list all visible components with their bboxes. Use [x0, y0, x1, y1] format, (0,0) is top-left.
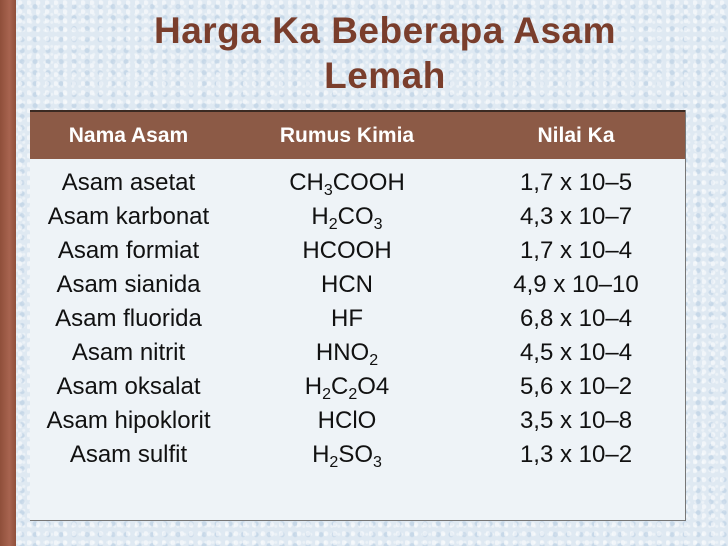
acid-ka: 4,3 x 10–7: [519, 203, 633, 230]
acid-name: Asam sulfit: [69, 441, 188, 468]
acid-ka: 5,6 x 10–2: [519, 373, 633, 400]
acid-name: Asam formiat: [57, 237, 200, 264]
acid-name: Asam karbonat: [47, 203, 210, 230]
acid-formula: $H_2CO_3$: [311, 203, 383, 233]
header-formula: Rumus Kimia: [279, 123, 415, 147]
title-line-2: Lemah: [324, 55, 446, 96]
acid-formula: HCN: [321, 271, 373, 298]
table-row: [30, 234, 685, 268]
acid-ka: 6,8 x 10–4: [519, 305, 633, 332]
acid-name: Asam asetat: [61, 169, 196, 196]
acid-formula: $H_2SO_3$: [312, 441, 382, 471]
acid-ka: 4,9 x 10–10: [513, 271, 639, 298]
header-ka: Nilai Ka: [537, 123, 615, 147]
header-name: Nama Asam: [68, 123, 189, 147]
acid-ka: 1,7 x 10–5: [519, 169, 633, 196]
acid-formula: $CH_3COOH$: [289, 169, 405, 199]
table-row: [30, 438, 685, 472]
acid-formula: HF: [331, 305, 363, 332]
table-body: [30, 166, 685, 472]
acid-formula: $HNO_2$: [315, 339, 379, 369]
acid-ka: 4,5 x 10–4: [519, 339, 633, 366]
table-row: [30, 302, 685, 336]
table-row: [30, 268, 685, 302]
acid-formula: HClO: [317, 407, 377, 434]
acid-ka: 1,7 x 10–4: [519, 237, 633, 264]
table-row: [30, 404, 685, 438]
acid-formula: $H_2C_2O4$: [304, 373, 390, 403]
acid-name: Asam oksalat: [56, 373, 201, 400]
acid-name: Asam nitrit: [71, 339, 186, 366]
table-row: [30, 336, 685, 370]
table-row: [30, 166, 685, 200]
slide-left-border: [0, 0, 16, 546]
title-line-1: Harga Ka Beberapa Asam: [153, 10, 617, 51]
acid-ka: 3,5 x 10–8: [519, 407, 633, 434]
acid-name: Asam hipoklorit: [46, 407, 211, 434]
table-row: [30, 370, 685, 404]
table-row: [30, 200, 685, 234]
slide-title: [90, 8, 680, 98]
acid-name: Asam sianida: [56, 271, 201, 298]
acid-ka: 1,3 x 10–2: [519, 441, 633, 468]
table-header: [30, 110, 685, 159]
acid-name: Asam fluorida: [55, 305, 202, 332]
acid-formula: HCOOH: [302, 237, 392, 264]
